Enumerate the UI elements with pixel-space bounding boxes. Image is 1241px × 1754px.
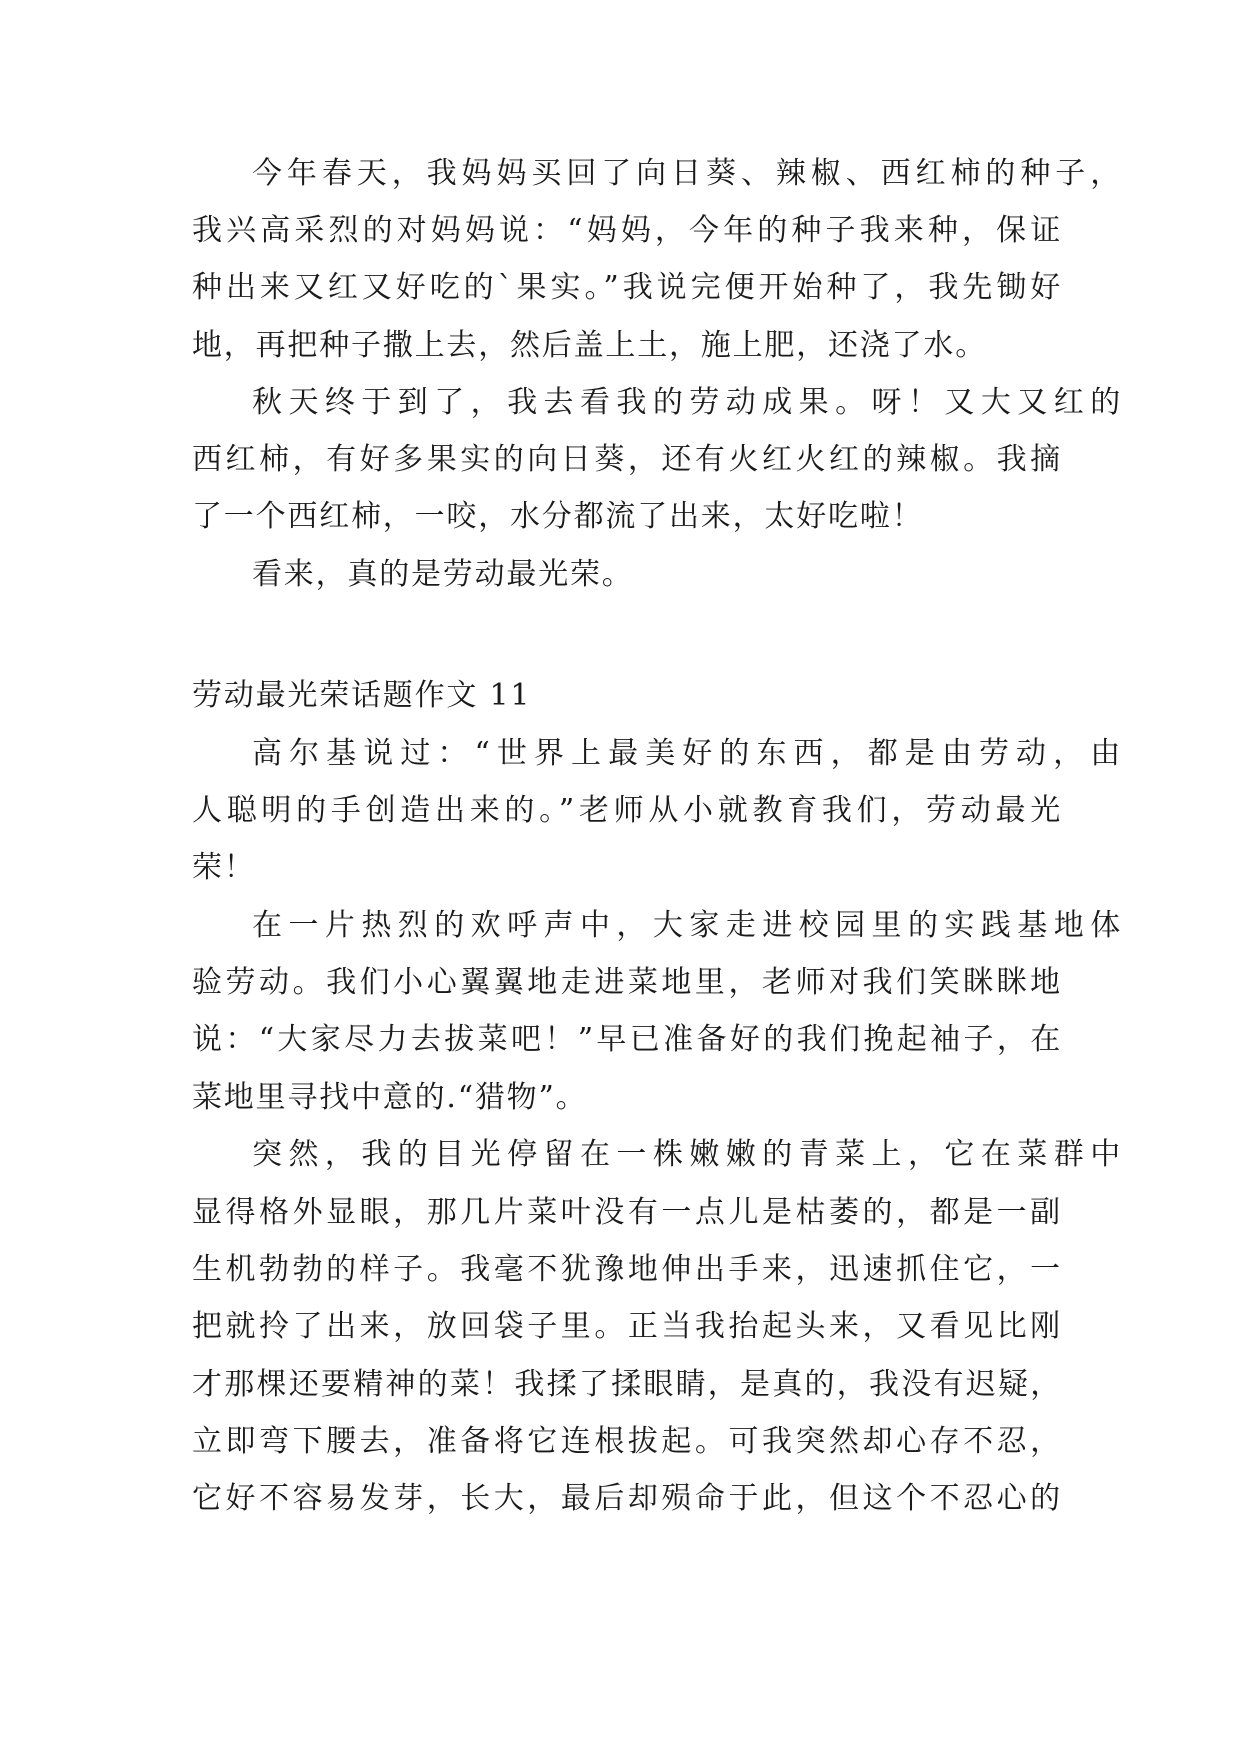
paragraph-4-line-3: 荣！	[192, 850, 256, 885]
paragraph-6-line-5: 才那棵还要精神的菜！我揉了揉眼睛，是真的，我没有迟疑，	[192, 1367, 1062, 1402]
paragraph-1-line-1: 今年春天，我妈妈买回了向日葵、辣椒、西红柿的种子，	[252, 156, 1122, 191]
paragraph-1-line-3: 种出来又红又好吃的`果实。”我说完便开始种了，我先锄好	[192, 270, 1062, 305]
paragraph-5-line-4: 菜地里寻找中意的.“猎物”。	[192, 1080, 588, 1115]
paragraph-3-line-1: 看来，真的是劳动最光荣。	[252, 557, 634, 592]
paragraph-6-line-7: 它好不容易发芽，长大，最后却殒命于此，但这个不忍心的	[192, 1481, 1062, 1516]
paragraph-4-line-1: 高尔基说过：“世界上最美好的东西，都是由劳动，由	[252, 736, 1122, 771]
paragraph-5-line-2: 验劳动。我们小心翼翼地走进菜地里，老师对我们笑眯眯地	[192, 965, 1062, 1000]
paragraph-2-line-3: 了一个西红柿，一咬，水分都流了出来，太好吃啦！	[192, 499, 924, 534]
paragraph-6-line-3: 生机勃勃的样子。我毫不犹豫地伸出手来，迅速抓住它，一	[192, 1252, 1062, 1287]
paragraph-6-line-2: 显得格外显眼，那几片菜叶没有一点儿是枯萎的，都是一副	[192, 1195, 1062, 1230]
paragraph-5-line-1: 在一片热烈的欢呼声中，大家走进校园里的实践基地体	[252, 908, 1122, 943]
paragraph-1-line-4: 地，再把种子撒上去，然后盖上土，施上肥，还浇了水。	[192, 328, 987, 363]
paragraph-4-line-2: 人聪明的手创造出来的。”老师从小就教育我们，劳动最光	[192, 793, 1062, 828]
paragraph-5-line-3: 说：“大家尽力去拔菜吧！”早已准备好的我们挽起袖子，在	[192, 1022, 1062, 1057]
paragraph-6-line-1: 突然，我的目光停留在一株嫩嫩的青菜上，它在菜群中	[252, 1137, 1122, 1172]
paragraph-1-line-2: 我兴高采烈的对妈妈说：“妈妈，今年的种子我来种，保证	[192, 213, 1062, 248]
paragraph-6-line-6: 立即弯下腰去，准备将它连根拔起。可我突然却心存不忍，	[192, 1424, 1062, 1459]
paragraph-6-line-4: 把就拎了出来，放回袋子里。正当我抬起头来，又看见比刚	[192, 1309, 1062, 1344]
paragraph-2-line-1: 秋天终于到了，我去看我的劳动成果。呀！又大又红的	[252, 385, 1122, 420]
paragraph-2-line-2: 西红柿，有好多果实的向日葵，还有火红火红的辣椒。我摘	[192, 442, 1062, 477]
section-heading: 劳动最光荣话题作文 11	[192, 678, 532, 713]
